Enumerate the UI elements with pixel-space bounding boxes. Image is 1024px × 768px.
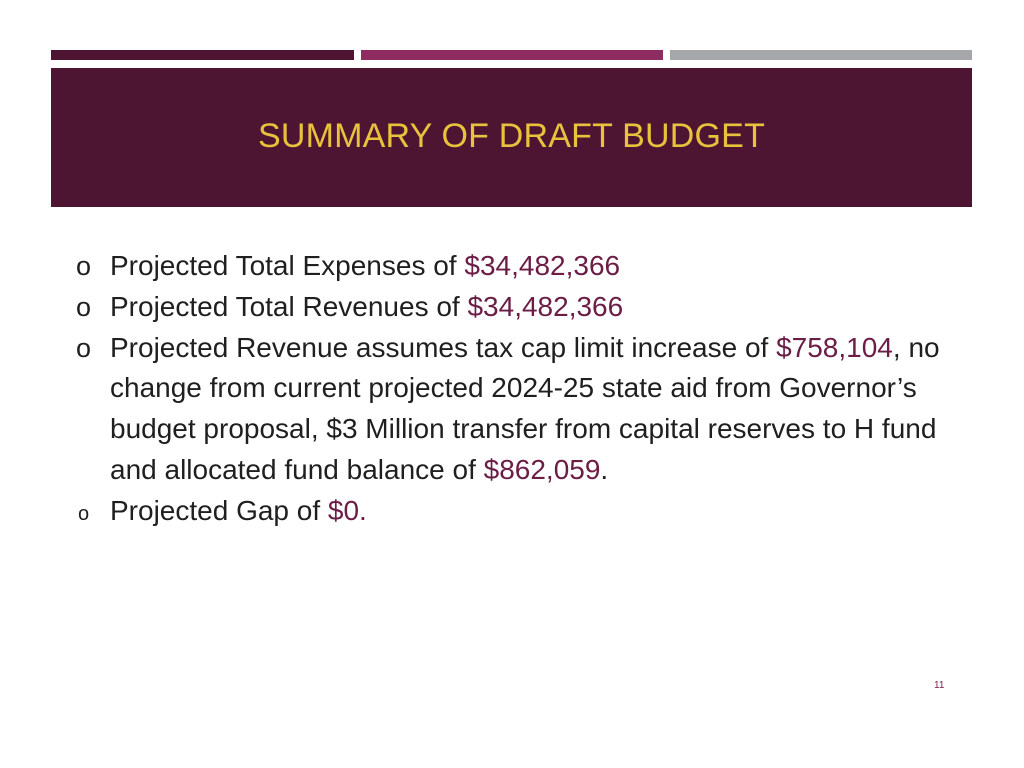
- page-number: 11: [934, 680, 945, 691]
- bullet-gap: [76, 491, 946, 532]
- accent-bar-gray: [670, 50, 972, 60]
- expenses-amount: $34,482,366: [464, 250, 621, 281]
- bullet-circle-icon: o: [76, 291, 92, 322]
- bullet-list: [76, 246, 946, 532]
- bullet-circle-icon: o: [76, 251, 92, 281]
- bullet-expenses: [76, 246, 946, 287]
- revenues-amount: $34,482,366: [467, 290, 624, 322]
- bullet-text: Projected Total Expenses of: [110, 250, 465, 281]
- bullet-revenue-assumptions: [76, 328, 946, 491]
- bullet-circle-icon: o: [78, 502, 90, 525]
- bullet-text: , no change from current projected 2024-25 state aid from Governor’s budget proposal, $3 Million transfer from capital reserves to H fund and allocated fund balance of: [110, 331, 940, 485]
- accent-bar-dark: [51, 50, 354, 60]
- bullet-text: .: [600, 453, 609, 485]
- tax-cap-increase-amount: $758,104: [776, 331, 893, 363]
- bullet-revenues: [76, 287, 946, 328]
- bullet-text: Projected Total Revenues of: [110, 290, 468, 322]
- gap-amount: $0.: [327, 494, 367, 526]
- bullet-text: Projected Gap of: [110, 494, 328, 526]
- bullet-text: Projected Revenue assumes tax cap limit increase of: [110, 331, 777, 363]
- fund-balance-amount: $862,059: [483, 453, 601, 485]
- bullet-circle-icon: o: [76, 332, 92, 363]
- slide-title: SUMMARY OF DRAFT BUDGET: [257, 117, 766, 155]
- accent-bar-magenta: [361, 50, 663, 60]
- title-banner: [51, 68, 972, 207]
